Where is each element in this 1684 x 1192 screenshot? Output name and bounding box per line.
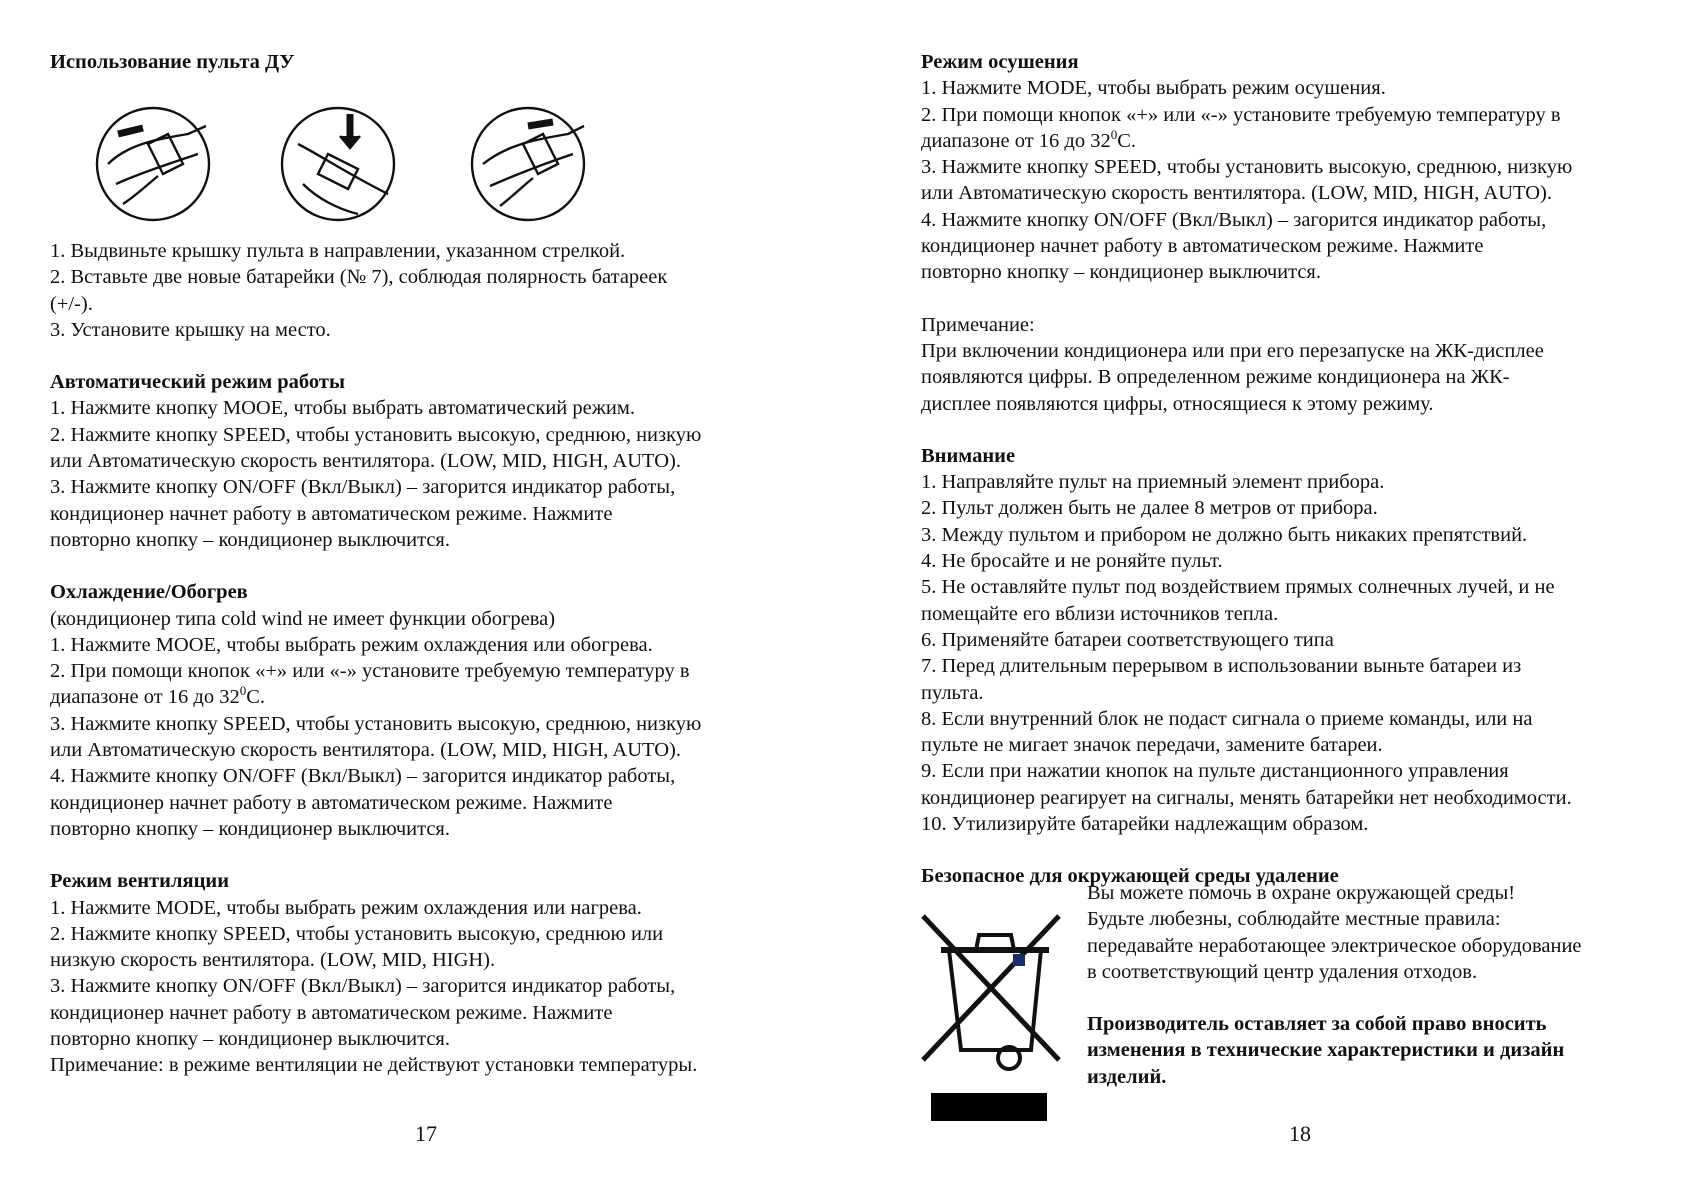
cool-line: 1. Нажмите МООЕ, чтобы выбрать режим охлаждения или обогрева.: [50, 633, 653, 656]
attention-line: помещайте его вблизи источников тепла.: [921, 602, 1279, 625]
attention-title: Внимание: [921, 444, 1016, 467]
remote-step: (+/-).: [50, 292, 93, 315]
left-column: [50, 49, 790, 75]
attention-line: пульта.: [921, 681, 984, 704]
cool-range-line: [50, 684, 790, 710]
dry-range-line: [921, 128, 1661, 154]
attention-line: 10. Утилизируйте батарейки надлежащим образом.: [921, 813, 1369, 836]
fan-mode-title: Режим вентиляции: [50, 870, 230, 893]
fan-line: 1. Нажмите MODE, чтобы выбрать режим охлаждения или нагрева.: [50, 896, 642, 919]
cool-range-prefix: диапазоне от 16 до 32: [50, 686, 240, 709]
note-line: дисплее появляются цифры, относящиеся к этому режиму.: [921, 392, 1434, 415]
note-title: Примечание:: [921, 313, 1035, 336]
auto-line: 2. Нажмите кнопку SPEED, чтобы установить высокую, среднюю, низкую: [50, 423, 702, 446]
cool-line: 2. При помощи кнопок «+» или «-» установите требуемую температуру в: [50, 660, 690, 683]
disposal-line: передавайте неработающее электрическое оборудование: [1087, 934, 1582, 957]
page-number: 18: [1289, 1121, 1311, 1146]
fan-line: 2. Нажмите кнопку SPEED, чтобы установить высокую, среднюю или: [50, 922, 664, 945]
page-17: [50, 0, 790, 1192]
page-number: 17: [415, 1121, 437, 1146]
disposal-line: Будьте любезны, соблюдайте местные правила:: [1087, 908, 1501, 931]
remote-battery-illustration: [88, 104, 598, 224]
cool-heat-title: Охлаждение/Обогрев: [50, 581, 248, 604]
dry-line: 2. При помощи кнопок «+» или «-» установите требуемую температуру в: [921, 103, 1561, 126]
remote-title: Использование пульта ДУ: [50, 51, 295, 73]
fan-line: низкую скорость вентилятора. (LOW, MID, HIGH).: [50, 949, 496, 972]
note-line: При включении кондиционера или при его перезапуске на ЖК-дисплее: [921, 339, 1544, 362]
dry-line: 1. Нажмите MODE, чтобы выбрать режим осушения.: [921, 77, 1386, 100]
attention-line: пульте не мигает значок передачи, замените батареи.: [921, 734, 1383, 757]
disposal-line: в соответствующий центр удаления отходов.: [1087, 960, 1478, 983]
auto-line: кондиционер начнет работу в автоматическом режиме. Нажмите: [50, 502, 613, 525]
disposal-title: Безопасное для окружающей среды удаление: [921, 865, 1339, 888]
dry-line: 3. Нажмите кнопку SPEED, чтобы установить высокую, среднюю, низкую: [921, 156, 1573, 179]
auto-line: 3. Нажмите кнопку ON/OFF (Вкл/Выкл) – загорится индикатор работы,: [50, 476, 676, 499]
remote-step: 3. Установите крышку на место.: [50, 318, 331, 341]
auto-line: или Автоматическую скорость вентилятора. (LOW, MID, HIGH, AUTO).: [50, 450, 681, 473]
manufacturer-line: изделий.: [1087, 1065, 1167, 1088]
fan-line: повторно кнопку – кондиционер выключится.: [50, 1028, 450, 1051]
attention-line: 1. Направляйте пульт на приемный элемент прибора.: [921, 471, 1385, 494]
attention-line: 3. Между пультом и прибором не должно быть никаких препятствий.: [921, 523, 1528, 546]
dry-mode-title: Режим осушения: [921, 51, 1079, 73]
remote-step: 2. Вставьте две новые батарейки (№ 7), соблюдая полярность батареек: [50, 266, 668, 289]
dry-range-suffix: С.: [1117, 129, 1137, 152]
disposal-line: Вы можете помочь в охране окружающей среды!: [1087, 882, 1516, 904]
dry-range-prefix: диапазоне от 16 до 32: [921, 129, 1111, 152]
dry-line: повторно кнопку – кондиционер выключится.: [921, 261, 1321, 284]
cool-line: повторно кнопку – кондиционер выключится.: [50, 817, 450, 840]
manufacturer-line: изменения в технические характеристики и дизайн: [1087, 1039, 1565, 1062]
disposal-text-block: [1087, 880, 1647, 1090]
attention-line: 7. Перед длительным перерывом в использовании выньте батареи из: [921, 655, 1522, 678]
page-18: [921, 0, 1661, 1192]
manufacturer-line: Производитель оставляет за собой право вносить: [1087, 1013, 1547, 1036]
cool-line: 4. Нажмите кнопку ON/OFF (Вкл/Выкл) – загорится индикатор работы,: [50, 765, 676, 788]
cool-line: кондиционер начнет работу в автоматическом режиме. Нажмите: [50, 791, 613, 814]
attention-line: кондиционер реагирует на сигналы, менять батарейки нет необходимости.: [921, 786, 1572, 809]
auto-mode-title: Автоматический режим работы: [50, 371, 345, 394]
dry-line: или Автоматическую скорость вентилятора. (LOW, MID, HIGH, AUTO).: [921, 182, 1552, 205]
cool-range-suffix: С.: [246, 686, 266, 709]
cool-range-degree: 0: [239, 683, 247, 699]
remote-step: 1. Выдвиньте крышку пульта в направлении, указанном стрелкой.: [50, 240, 626, 262]
fan-line: кондиционер начнет работу в автоматическом режиме. Нажмите: [50, 1001, 613, 1024]
dry-line: кондиционер начнет работу в автоматическом режиме. Нажмите: [921, 235, 1484, 258]
note-line: появляются цифры. В определенном режиме кондиционера на ЖК-: [921, 366, 1510, 389]
remote-steps: [50, 238, 790, 1079]
auto-line: повторно кнопку – кондиционер выключится.: [50, 528, 450, 551]
right-column: [921, 49, 1661, 890]
cool-line: или Автоматическую скорость вентилятора. (LOW, MID, HIGH, AUTO).: [50, 739, 681, 762]
cool-line: 3. Нажмите кнопку SPEED, чтобы установить высокую, среднюю, низкую: [50, 712, 702, 735]
cool-line: (кондиционер типа cold wind не имеет функции обогрева): [50, 607, 556, 630]
attention-line: 6. Применяйте батареи соответствующего типа: [921, 628, 1334, 651]
fan-line: 3. Нажмите кнопку ON/OFF (Вкл/Выкл) – загорится индикатор работы,: [50, 975, 676, 998]
attention-line: 8. Если внутренний блок не подаст сигнала о приеме команды, или на: [921, 707, 1533, 730]
crossed-bin-icon: [921, 910, 1071, 1122]
auto-line: 1. Нажмите кнопку МООЕ, чтобы выбрать автоматический режим.: [50, 397, 635, 420]
attention-line: 4. Не бросайте и не роняйте пульт.: [921, 550, 1223, 573]
dry-range-degree: 0: [1110, 127, 1118, 143]
dry-line: 4. Нажмите кнопку ON/OFF (Вкл/Выкл) – загорится индикатор работы,: [921, 208, 1547, 231]
attention-line: 5. Не оставляйте пульт под воздействием прямых солнечных лучей, и не: [921, 576, 1555, 599]
attention-line: 9. Если при нажатии кнопок на пульте дистанционного управления: [921, 760, 1509, 783]
fan-line: Примечание: в режиме вентиляции не действуют установки температуры.: [50, 1054, 698, 1077]
attention-line: 2. Пульт должен быть не далее 8 метров от прибора.: [921, 497, 1378, 520]
